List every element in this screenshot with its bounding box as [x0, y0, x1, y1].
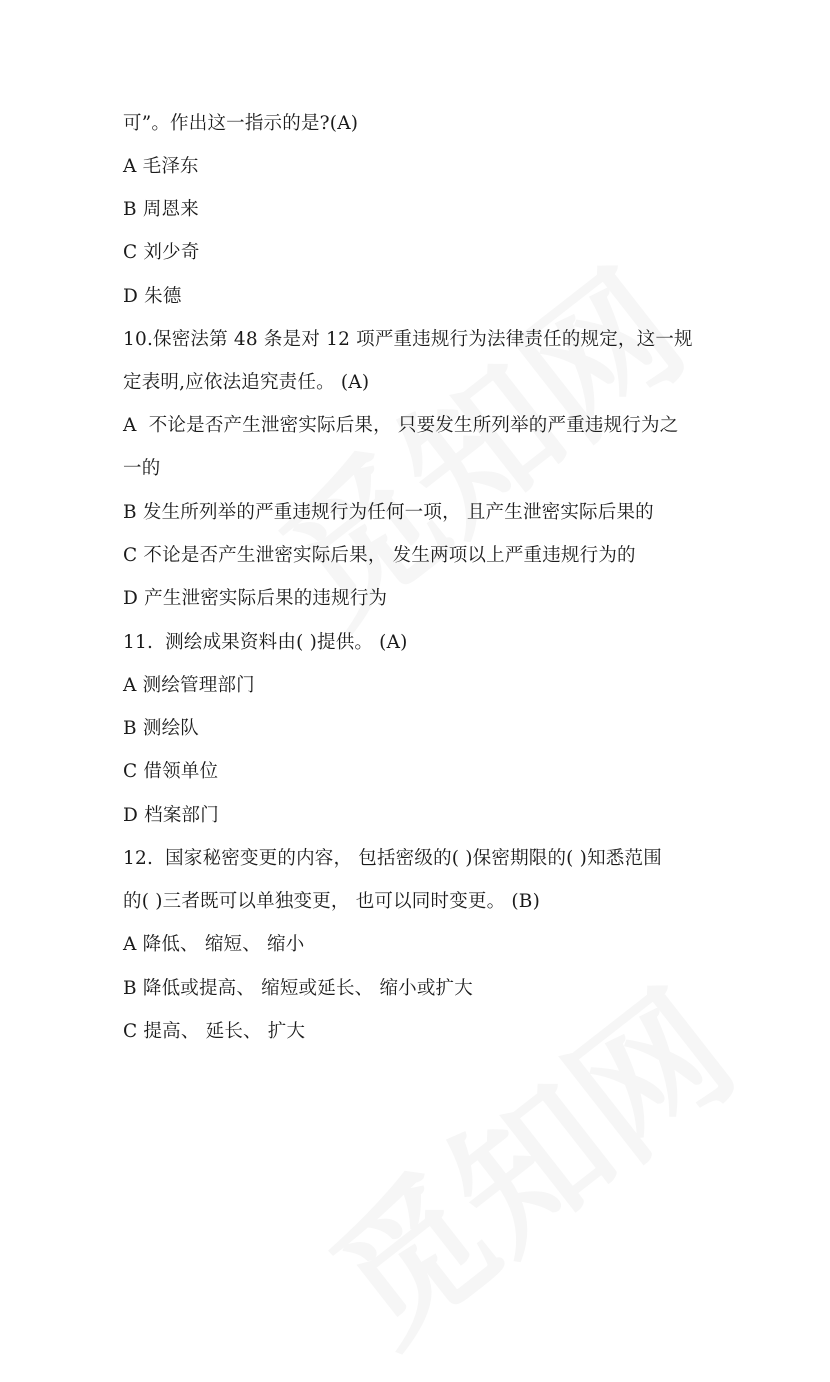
question-10-option-d: D 产生泄密实际后果的违规行为: [123, 588, 388, 609]
question-10-option-c: C 不论是否产生泄密实际后果， 发生两项以上严重违规行为的: [123, 545, 636, 566]
question-11-option-b: B 测绘队: [123, 718, 199, 739]
question-10-option-a: 一的: [123, 458, 161, 479]
question-12-option-c: C 提高、 延长、 扩大: [123, 1021, 306, 1042]
question-9-option-c: C 刘少奇: [123, 242, 200, 263]
question-11-stem: 11. 测绘成果资料由( )提供。 (A): [123, 632, 408, 653]
question-12-stem: 的( )三者既可以单独变更， 也可以同时变更。 (B): [123, 891, 541, 912]
question-9-option-d: D 朱德: [123, 286, 182, 307]
question-9-option-b: B 周恩来: [123, 199, 199, 220]
question-10-stem: 10.保密法第 48 条是对 12 项严重违规行为法律责任的规定，这一规: [123, 329, 693, 350]
question-10-stem: 定表明,应依法追究责任。 (A): [123, 372, 370, 393]
question-11-option-d: D 档案部门: [123, 805, 219, 826]
question-9-option-a: A 毛泽东: [123, 156, 199, 177]
question-11-option-c: C 借领单位: [123, 761, 219, 782]
question-12-option-a: A 降低、 缩短、 缩小: [123, 934, 305, 955]
question-11-option-a: A 测绘管理部门: [123, 675, 255, 696]
question-10-option-a: A 不论是否产生泄密实际后果， 只要发生所列举的严重违规行为之: [123, 415, 679, 436]
question-12-option-b: B 降低或提高、 缩短或延长、 缩小或扩大: [123, 978, 473, 999]
question-9-stem-continuation: 可”。作出这一指示的是?(A): [123, 113, 359, 134]
question-10-option-b: B 发生所列举的严重违规行为任何一项， 且产生泄密实际后果的: [123, 502, 654, 523]
question-12-stem: 12. 国家秘密变更的内容， 包括密级的( )保密期限的( )知悉范围: [123, 848, 662, 869]
